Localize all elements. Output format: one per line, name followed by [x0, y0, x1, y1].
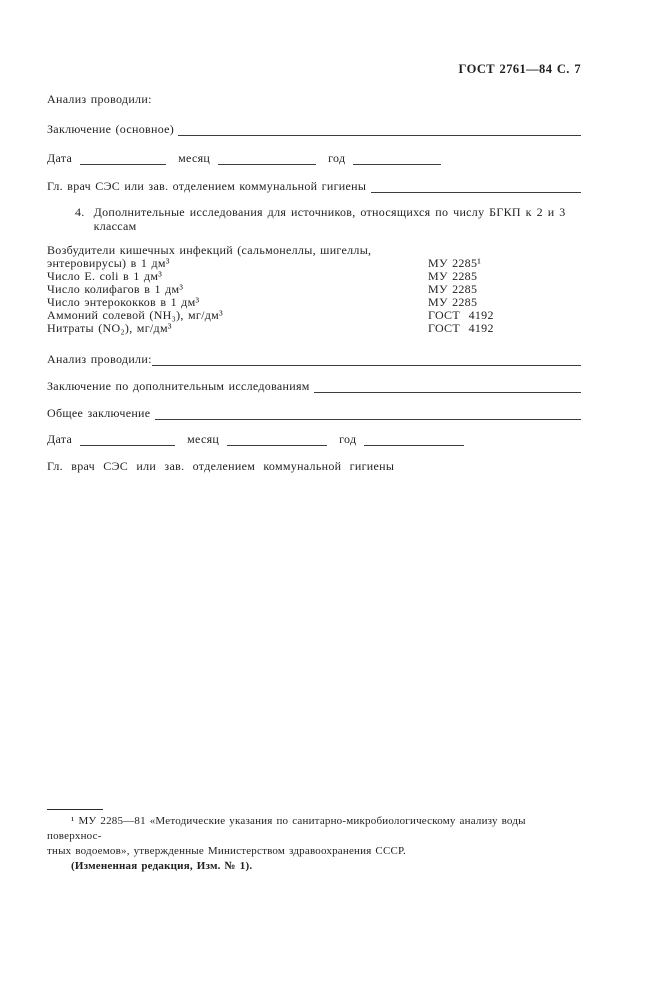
- month-label: месяц: [178, 151, 211, 165]
- blank-line: [371, 189, 581, 193]
- analysis-performed-label: Анализ проводили:: [47, 352, 152, 366]
- parameter-label: Число колифагов в 1 дм³: [47, 282, 184, 296]
- blank-line: [178, 132, 581, 136]
- blank-line: [80, 442, 175, 446]
- table-row: [47, 322, 581, 335]
- date-label: Дата: [47, 151, 73, 165]
- blank-line: [80, 161, 166, 165]
- main-conclusion-label: Заключение (основное): [47, 122, 179, 136]
- section-title: Дополнительные исследования для источников, относящихся по числу БГКП к 2 и 3 классам: [93, 205, 566, 233]
- month-label: месяц: [187, 432, 220, 446]
- analysis-performed-line-2: [47, 352, 581, 366]
- method-reference: ГОСТ 4192: [428, 321, 494, 335]
- method-reference: МУ 2285: [428, 269, 478, 283]
- chief-doctor-line-2: Гл. врач СЭС или зав. отделением коммунальной гигиены: [47, 459, 395, 473]
- blank-line: [353, 161, 441, 165]
- amendment-note: (Измененная редакция, Изм. № 1).: [71, 860, 253, 872]
- chief-doctor-label: Гл. врач СЭС или зав. отделением коммунальной гигиены: [47, 179, 371, 193]
- general-conclusion-label: Общее заключение: [47, 406, 155, 420]
- page-header: ГОСТ 2761—84 С. 7: [458, 62, 581, 76]
- date-label: Дата: [47, 432, 73, 446]
- footnote-text-line1: ¹ МУ 2285—81 «Методические указания по санитарно-микробиологическому анализу воды поверхнос-: [47, 815, 526, 842]
- section-number: 4.: [75, 205, 85, 219]
- analysis-performed-line: [47, 92, 581, 106]
- blank-line: [218, 161, 316, 165]
- method-reference: ГОСТ 4192: [428, 308, 494, 322]
- main-conclusion-line: [47, 122, 581, 136]
- parameter-label: Аммоний солевой (NH₃), мг/дм³: [47, 308, 223, 322]
- method-reference: МУ 2285¹: [428, 256, 482, 270]
- blank-line: [314, 389, 581, 393]
- footnote-block: [47, 809, 581, 874]
- parameter-label: энтеровирусы) в 1 дм³: [47, 256, 170, 270]
- additional-conclusion-label: Заключение по дополнительным исследованиям: [47, 379, 314, 393]
- general-conclusion-line: [47, 406, 581, 420]
- method-reference: МУ 2285: [428, 282, 478, 296]
- parameter-label: Нитраты (NO₂), мг/дм³: [47, 321, 172, 335]
- analysis-performed-label: Анализ проводили:: [47, 92, 152, 106]
- pathogens-intro-line: Возбудители кишечных инфекций (сальмонеллы, шигеллы,: [47, 243, 372, 257]
- blank-line: [155, 416, 581, 420]
- blank-line: [364, 442, 464, 446]
- document-page: [0, 62, 661, 874]
- section4-heading: [47, 205, 581, 233]
- footnote-rule: [47, 809, 103, 810]
- chief-doctor-line: [47, 179, 581, 193]
- date-line: [47, 151, 581, 165]
- additional-conclusion-line: [47, 379, 581, 393]
- parameter-label: Число энтерококков в 1 дм³: [47, 295, 200, 309]
- date-line-2: [47, 432, 581, 446]
- method-reference: МУ 2285: [428, 295, 478, 309]
- year-label: год: [328, 151, 346, 165]
- parameter-label: Число E. coli в 1 дм³: [47, 269, 163, 283]
- footnote-text-line2: тных водоемов», утвержденные Министерством здравоохранения СССР.: [47, 845, 406, 857]
- blank-line: [152, 362, 581, 366]
- year-label: год: [339, 432, 357, 446]
- blank-line: [227, 442, 327, 446]
